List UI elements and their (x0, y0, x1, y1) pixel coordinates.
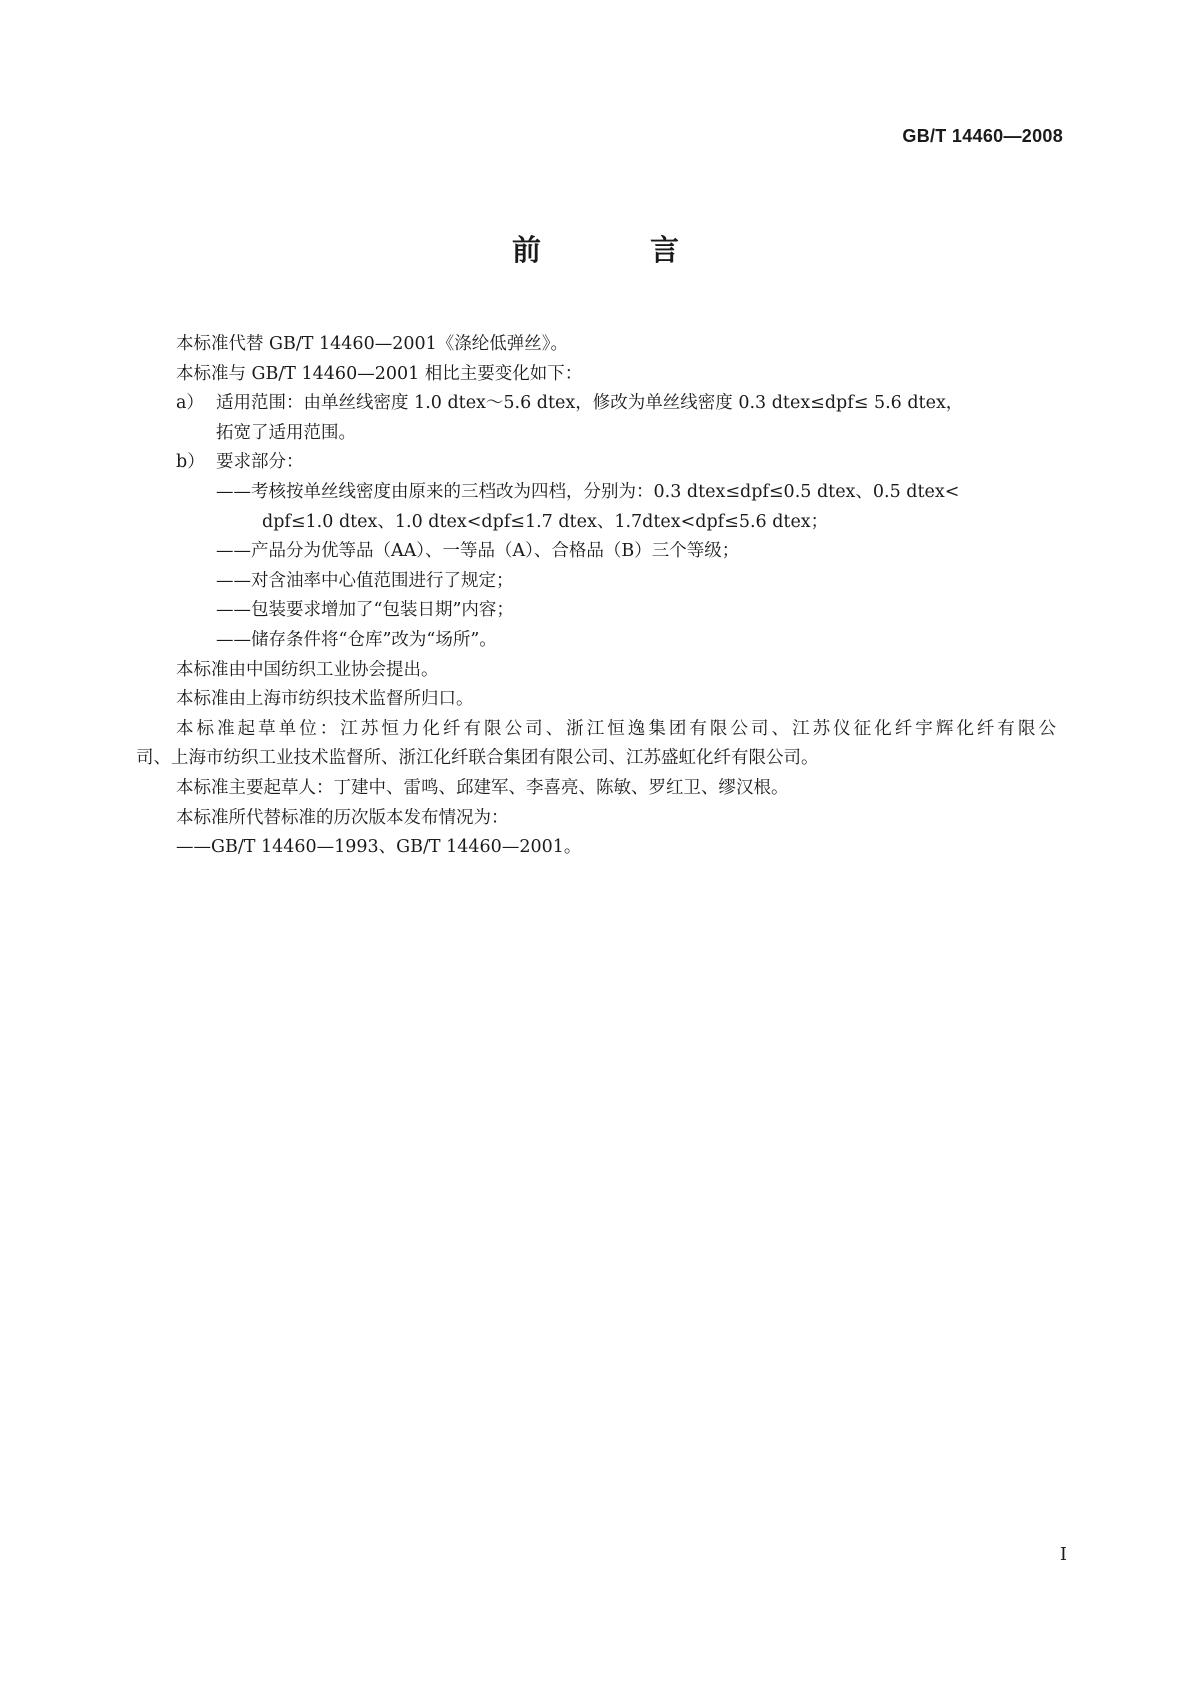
paragraph-drafting-units: 本标准起草单位：江苏恒力化纤有限公司、浙江恒逸集团有限公司、江苏仪征化纤宇辉化纤有限公 (176, 718, 1056, 739)
paragraph-drafters: 本标准主要起草人：丁建中、雷鸣、邱建军、李喜亮、陈敏、罗红卫、缪汉根。 (176, 777, 789, 798)
dash-item-previous-versions: ——GB/T 14460—1993、GB/T 14460—2001。 (176, 837, 582, 858)
dash-item-storage: ——储存条件将“仓库”改为“场所”。 (216, 629, 497, 650)
list-item-a-continuation: 拓宽了适用范围。 (216, 422, 356, 443)
list-item-b-text: 要求部分： (216, 452, 304, 473)
foreword-body (136, 330, 1056, 863)
page-title: 前 言 (511, 233, 719, 267)
paragraph-drafting-units-continuation: 司、上海市纺织工业技术监督所、浙江化纤联合集团有限公司、江苏盛虹化纤有限公司。 (136, 748, 819, 769)
dash-item-density-continuation: dpf≤1.0 dtex、1.0 dtex<dpf≤1.7 dtex、1.7dtex<dpf≤5.6 dtex； (262, 511, 829, 532)
page-number: I (1059, 1544, 1067, 1565)
paragraph-previous-versions: 本标准所代替标准的历次版本发布情况为： (176, 807, 509, 828)
list-item-b (136, 448, 1056, 478)
dash-item-oil-content: ——对含油率中心值范围进行了规定； (216, 570, 514, 591)
list-marker-b: b） (176, 452, 205, 473)
standard-code: GB/T 14460—2008 (902, 126, 1063, 146)
dash-item-packaging: ——包装要求增加了“包装日期”内容； (216, 600, 514, 621)
list-marker-a: a） (176, 393, 204, 414)
list-item-a (136, 389, 1056, 419)
paragraph-changes-intro: 本标准与 GB/T 14460—2001 相比主要变化如下： (176, 363, 583, 384)
list-item-a-text: 适用范围：由单丝线密度 1.0 dtex～5.6 dtex，修改为单丝线密度 0.3 dtex≤dpf≤ 5.6 dtex， (216, 393, 964, 414)
paragraph-proposed-by: 本标准由中国纺织工业协会提出。 (176, 659, 439, 680)
paragraph-under-jurisdiction: 本标准由上海市纺织技术监督所归口。 (176, 689, 474, 710)
dash-item-density: ——考核按单丝线密度由原来的三档改为四档，分别为：0.3 dtex≤dpf≤0.5 dtex、0.5 dtex< (216, 481, 960, 502)
paragraph-replaces: 本标准代替 GB/T 14460—2001《涤纶低弹丝》。 (176, 334, 568, 354)
dash-item-grades: ——产品分为优等品（AA）、一等品（A）、合格品（B）三个等级； (216, 541, 740, 562)
